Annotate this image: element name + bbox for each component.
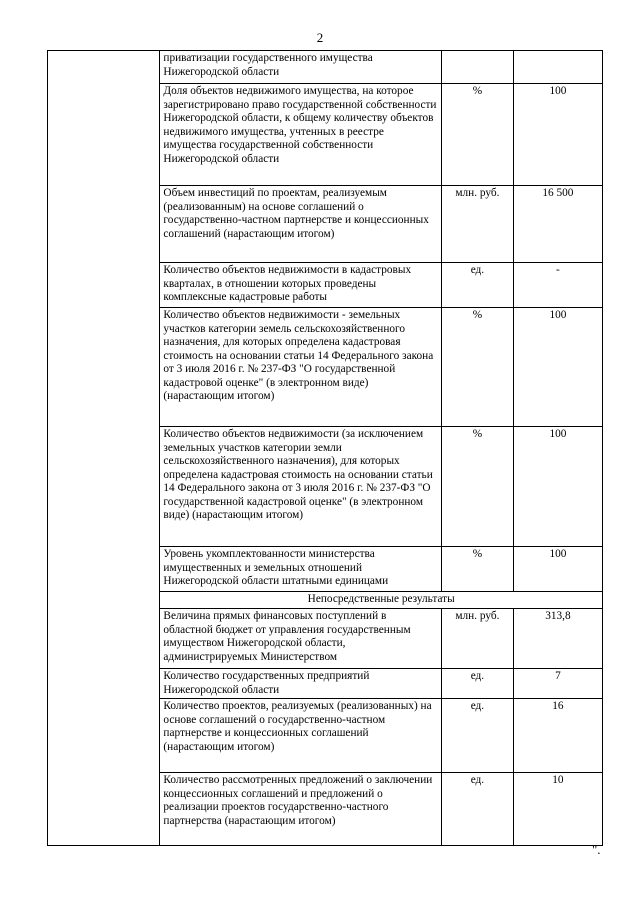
indicator-unit: млн. руб. <box>441 609 513 669</box>
indicator-value: 100 <box>513 547 602 592</box>
indicator-name: Количество объектов недвижимости (за исключением земельных участков категории земли сельскохозяйственного назначения), для которых определена кадастровая стоимость на основании статьи 14 Федерального закона от 3 июля 2016 г. № 237-ФЗ "О государственной кадастровой оценке" (в электронном виде) (нарастающим итогом) <box>160 427 442 547</box>
indicator-name: Доля объектов недвижимого имущества, на которое зарегистрировано право государственной собственности Нижегородской области, к общему количеству объектов недвижимого имущества, учтенных в реестре имущества государственной собственности Нижегородской области <box>160 84 442 186</box>
indicator-value: 313,8 <box>513 609 602 669</box>
indicator-value: 100 <box>513 427 602 547</box>
indicators-table <box>47 50 603 846</box>
indicator-unit: % <box>441 427 513 547</box>
indicator-value: 16 <box>513 699 602 773</box>
indicator-unit: % <box>441 308 513 427</box>
indicator-value: 100 <box>513 84 602 186</box>
indicator-unit: ед. <box>441 263 513 308</box>
indicator-name: Количество объектов недвижимости - земельных участков категории земель сельскохозяйственного назначения, для которых определена кадастровая стоимость на основании статьи 14 Федерального закона от 3 июля 2016 г. № 237-ФЗ "О государственной кадастровой оценке" (в электронном виде) (нарастающим итогом) <box>160 308 442 427</box>
indicator-name: Уровень укомплектованности министерства имущественных и земельных отношений Нижегородской области штатными единицами <box>160 547 442 592</box>
indicator-unit: ед. <box>441 669 513 699</box>
indicator-unit: ед. <box>441 699 513 773</box>
empty-left-column <box>48 51 160 846</box>
indicator-name: Количество проектов, реализуемых (реализованных) на основе соглашений о государственно-частном партнерстве и концессионных соглашений (нарастающим итогом) <box>160 699 442 773</box>
indicator-name: Количество государственных предприятий Нижегородской области <box>160 669 442 699</box>
table-row <box>48 51 603 84</box>
indicator-name: Количество объектов недвижимости в кадастровых кварталах, в отношении которых проведены комплексные кадастровые работы <box>160 263 442 308</box>
indicator-value <box>513 51 602 84</box>
indicator-value: 100 <box>513 308 602 427</box>
indicator-name: приватизации государственного имущества Нижегородской области <box>160 51 442 84</box>
indicator-name: Количество рассмотренных предложений о заключении концессионных соглашений и предложений о реализации проектов государственно-частного партнерства (нарастающим итогом) <box>160 773 442 846</box>
page-number: 2 <box>316 30 324 45</box>
indicator-unit: млн. руб. <box>441 186 513 263</box>
indicator-unit: % <box>441 547 513 592</box>
indicator-value: - <box>513 263 602 308</box>
indicator-value: 10 <box>513 773 602 846</box>
indicator-unit: ед. <box>441 773 513 846</box>
section-title: Непосредственные результаты <box>160 592 603 609</box>
indicator-name: Величина прямых финансовых поступлений в областной бюджет от управления государственным имуществом Нижегородской области, администрируемых Министерством <box>160 609 442 669</box>
indicator-value: 16 500 <box>513 186 602 263</box>
indicator-value: 7 <box>513 669 602 699</box>
indicator-unit <box>441 51 513 84</box>
closing-quote-mark: ". <box>592 842 601 857</box>
indicator-name: Объем инвестиций по проектам, реализуемым (реализованным) на основе соглашений о государственно-частном партнерстве и концессионных соглашений (нарастающим итогом) <box>160 186 442 263</box>
indicator-unit: % <box>441 84 513 186</box>
